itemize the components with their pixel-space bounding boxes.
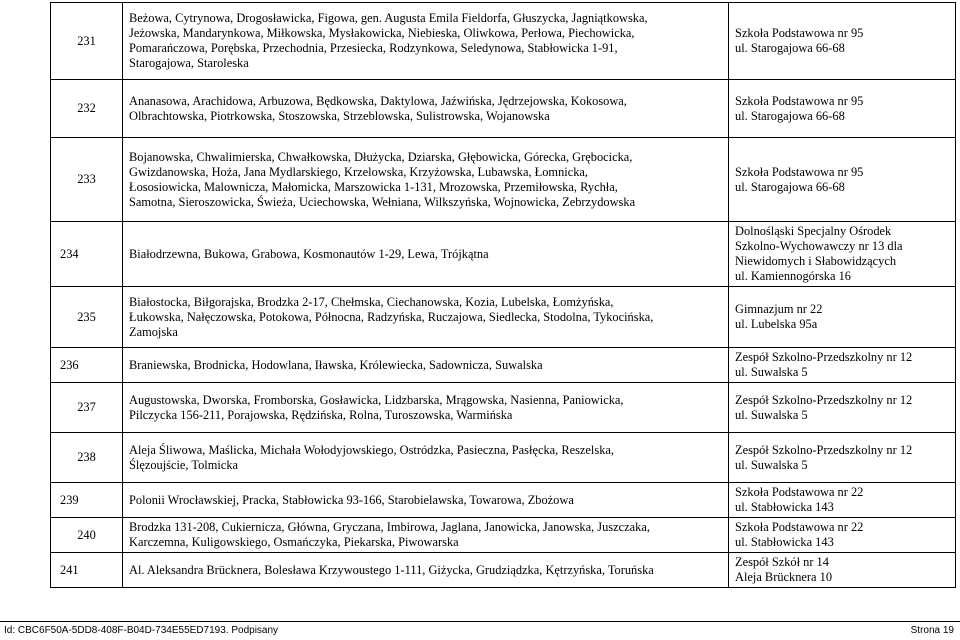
street-line: Łukowska, Nałęczowska, Potokowa, Północna, Radzyńska, Ruczajowa, Siedlecka, Stodolna, Tykocińska, xyxy=(129,309,654,324)
school-line: ul. Lubelska 95a xyxy=(735,317,818,331)
district-row xyxy=(51,348,956,383)
district-number: 232 xyxy=(51,80,123,138)
street-list xyxy=(123,348,729,383)
street-line: Ślęzoujście, Tolmicka xyxy=(129,457,239,472)
street-line: Gwizdanowska, Hoża, Jana Mydlarskiego, Krzelowska, Krzyżowska, Lubawska, Łomnicka, xyxy=(129,164,589,179)
district-number: 231 xyxy=(51,3,123,80)
street-line: Łososiowicka, Malownicza, Małomicka, Marszowicka 1-131, Mrozowska, Przemiłowska, Rychła, xyxy=(129,179,618,194)
school-line: ul. Stabłowicka 143 xyxy=(735,535,834,549)
school-line: Szkoła Podstawowa nr 22 xyxy=(735,520,864,534)
school-line: Zespół Szkolno-Przedszkolny nr 12 xyxy=(735,350,913,364)
district-table xyxy=(50,2,956,588)
school-line: ul. Starogajowa 66-68 xyxy=(735,108,845,123)
street-list xyxy=(123,553,729,588)
school-address xyxy=(729,287,956,348)
street-line: Białodrzewna, Bukowa, Grabowa, Kosmonautów 1-29, Lewa, Trójkątna xyxy=(129,246,489,261)
street-line: Aleja Śliwowa, Maślicka, Michała Wołodyjowskiego, Ostródzka, Pasieczna, Pasłęcka, Reszelska, xyxy=(129,442,614,457)
street-list xyxy=(123,287,729,348)
document-id: Id: CBC6F50A-5DD8-408F-B04D-734E55ED7193. Podpisany xyxy=(4,625,279,636)
street-line: Zamojska xyxy=(129,324,178,339)
school-line: Szkoła Podstawowa nr 95 xyxy=(735,93,864,108)
school-line: Szkoła Podstawowa nr 22 xyxy=(735,485,864,499)
street-line: Samotna, Sieroszowicka, Świeża, Uciechowska, Wełniana, Wilkszyńska, Wojnowicka, Zebrzydowska xyxy=(129,194,636,209)
school-line: ul. Starogajowa 66-68 xyxy=(735,41,845,55)
street-line: Augustowska, Dworska, Fromborska, Gosławicka, Lidzbarska, Mrągowska, Nasienna, Paniowicka, xyxy=(129,392,624,407)
street-line: Brodzka 131-208, Cukiernicza, Główna, Gryczana, Imbirowa, Jaglana, Janowicka, Janowska, Juszczaka, xyxy=(129,520,650,534)
school-address xyxy=(729,348,956,383)
street-list xyxy=(123,138,729,222)
street-list xyxy=(123,80,729,138)
page-number: Strona 19 xyxy=(910,625,954,636)
street-line: Białostocka, Biłgorajska, Brodzka 2-17, Chełmska, Ciechanowska, Kozia, Lubelska, Łomżyńska, xyxy=(129,294,614,309)
street-line: Ananasowa, Arachidowa, Arbuzowa, Będkowska, Daktylowa, Jaźwińska, Jędrzejowska, Kokosowa, xyxy=(129,93,627,108)
district-number: 238 xyxy=(51,433,123,483)
district-number: 233 xyxy=(51,138,123,222)
street-line: Polonii Wrocławskiej, Pracka, Stabłowicka 93-166, Starobielawska, Towarowa, Zbożowa xyxy=(129,492,574,507)
district-row xyxy=(51,80,956,138)
district-number: 236 xyxy=(51,348,123,383)
district-row xyxy=(51,518,956,553)
district-number: 239 xyxy=(51,483,123,518)
district-row xyxy=(51,553,956,588)
school-address xyxy=(729,483,956,518)
district-number: 237 xyxy=(51,383,123,433)
district-number: 235 xyxy=(51,287,123,348)
school-line: Zespół Szkolno-Przedszkolny nr 12 xyxy=(735,442,913,457)
school-address xyxy=(729,3,956,80)
district-row xyxy=(51,287,956,348)
district-row xyxy=(51,433,956,483)
district-number: 234 xyxy=(51,222,123,287)
school-line: ul. Suwalska 5 xyxy=(735,407,808,422)
school-line: Szkoła Podstawowa nr 95 xyxy=(735,26,864,40)
school-line: ul. Suwalska 5 xyxy=(735,457,808,472)
street-line: Starogajowa, Staroleska xyxy=(129,56,249,70)
school-line: Zespół Szkolno-Przedszkolny nr 12 xyxy=(735,392,913,407)
school-address xyxy=(729,80,956,138)
school-line: Zespół Szkół nr 14 xyxy=(735,555,829,569)
school-line: Szkoła Podstawowa nr 95 xyxy=(735,164,864,179)
street-line: Al. Aleksandra Brücknera, Bolesława Krzywoustego 1-111, Giżycka, Grudziądzka, Kętrzyńska, Toruńska xyxy=(129,562,654,577)
district-row xyxy=(51,483,956,518)
school-address xyxy=(729,518,956,553)
footer-divider xyxy=(0,621,960,622)
district-number: 240 xyxy=(51,518,123,553)
school-address xyxy=(729,553,956,588)
school-address xyxy=(729,138,956,222)
district-row xyxy=(51,383,956,433)
street-line: Bojanowska, Chwalimierska, Chwałkowska, Dłużycka, Dziarska, Głębowicka, Górecka, Grębocicka, xyxy=(129,149,633,164)
school-address xyxy=(729,433,956,483)
school-line: ul. Suwalska 5 xyxy=(735,365,808,379)
street-line: Pomarańczowa, Porębska, Przechodnia, Przesiecka, Rodzynkowa, Seledynowa, Stabłowicka 1-91, xyxy=(129,41,618,55)
school-address xyxy=(729,383,956,433)
district-row xyxy=(51,138,956,222)
district-table-body xyxy=(51,3,956,588)
school-line: Aleja Brücknera 10 xyxy=(735,570,833,584)
school-line: Niewidomych i Słabowidzących xyxy=(735,254,897,268)
street-line: Braniewska, Brodnicka, Hodowlana, Iławska, Królewiecka, Sadownicza, Suwalska xyxy=(129,357,543,372)
street-list xyxy=(123,222,729,287)
school-line: Gimnazjum nr 22 xyxy=(735,302,823,316)
school-address xyxy=(729,222,956,287)
street-line: Olbrachtowska, Piotrkowska, Stoszowska, Strzeblowska, Sulistrowska, Wojanowska xyxy=(129,108,550,123)
street-line: Karczemna, Kuligowskiego, Osmańczyka, Piekarska, Piwowarska xyxy=(129,535,459,549)
street-line: Jeżowska, Mandarynkowa, Miłkowska, Mysłakowicka, Niebieska, Oliwkowa, Perłowa, Piechowicka, xyxy=(129,26,635,40)
street-list xyxy=(123,433,729,483)
street-line: Pilczycka 156-211, Porajowska, Rędzińska, Rolna, Turoszowska, Warmińska xyxy=(129,407,513,422)
school-line: ul. Starogajowa 66-68 xyxy=(735,179,845,194)
school-line: Szkolno-Wychowawczy nr 13 dla xyxy=(735,239,903,253)
school-line: ul. Kamiennogórska 16 xyxy=(735,269,851,283)
school-line: Dolnośląski Specjalny Ośrodek xyxy=(735,224,892,238)
district-number: 241 xyxy=(51,553,123,588)
district-row xyxy=(51,3,956,80)
district-row xyxy=(51,222,956,287)
school-line: ul. Stabłowicka 143 xyxy=(735,500,834,514)
street-line: Beżowa, Cytrynowa, Drogosławicka, Figowa, gen. Augusta Emila Fieldorfa, Głuszycka, Jagniątkowska, xyxy=(129,11,648,25)
street-list xyxy=(123,518,729,553)
street-list xyxy=(123,3,729,80)
street-list xyxy=(123,383,729,433)
street-list xyxy=(123,483,729,518)
